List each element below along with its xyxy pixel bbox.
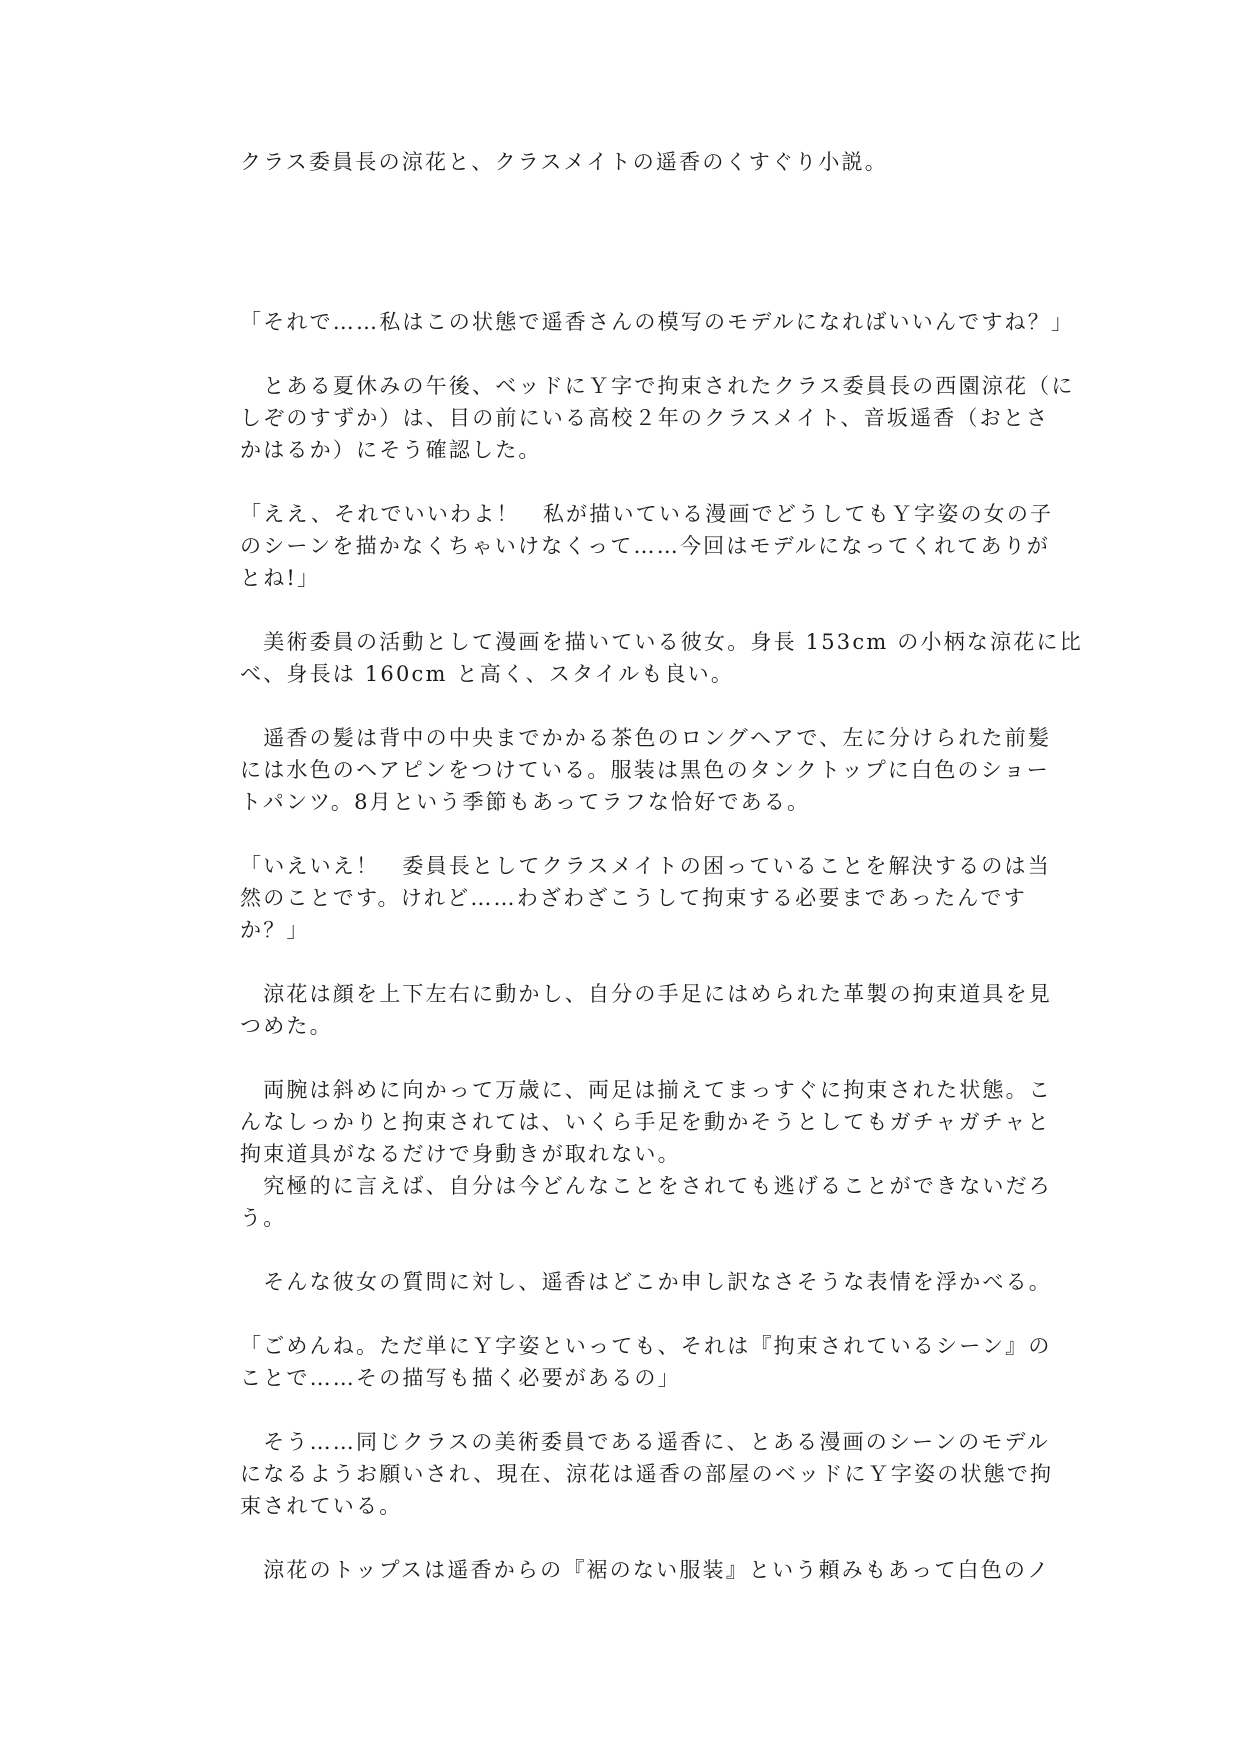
text-line: しぞのすずか）は、目の前にいる高校２年のクラスメイト、音坂遥香（おとさ [240, 406, 1050, 430]
text-line: かはるか）にそう確認した。 [240, 438, 542, 462]
text-line: 究極的に言えば、自分は今どんなことをされても逃げることができないだろ [240, 1174, 1052, 1198]
paragraph [240, 1074, 1052, 1234]
paragraph [240, 1330, 1052, 1394]
text-line: そう……同じクラスの美術委員である遥香に、とある漫画のシーンのモデル [240, 1430, 1050, 1454]
text-line: ことで……その描写も描く必要があるの」 [240, 1366, 681, 1390]
text-line: べ、身長は 160cm と高く、スタイルも良い。 [240, 662, 735, 686]
paragraph-spacer [240, 1522, 1008, 1554]
paragraph [240, 1266, 1052, 1298]
paragraph-spacer [240, 1042, 1008, 1074]
paragraph-spacer [240, 818, 1008, 850]
paragraph [240, 626, 1083, 690]
paragraph [240, 306, 1075, 338]
text-line: 然のことです。けれど……わざわざこうして拘束する必要まであったんです [240, 886, 1027, 910]
paragraph [240, 722, 1052, 818]
paragraph-spacer [240, 1298, 1008, 1330]
paragraph-spacer [240, 178, 1008, 306]
text-line: 「いえいえ！ 委員長としてクラスメイトの困っていることを解決するのは当 [240, 854, 1051, 878]
paragraph-spacer [240, 466, 1008, 498]
text-line: トパンツ。8月という季節もあってラフな恰好である。 [240, 790, 811, 814]
paragraph [240, 978, 1052, 1042]
paragraph-spacer [240, 338, 1008, 370]
intro-line [240, 146, 1008, 178]
paragraph [240, 1426, 1054, 1522]
paragraph [240, 1554, 1051, 1586]
text-line: クラス委員長の涼花と、クラスメイトの遥香のくすぐり小説。 [240, 150, 888, 174]
text-line: 涼花は顔を上下左右に動かし、自分の手足にはめられた革製の拘束道具を見 [240, 982, 1052, 1006]
text-line: 両腕は斜めに向かって万歳に、両足は揃えてまっすぐに拘束された状態。こ [240, 1078, 1052, 1102]
paragraph-spacer [240, 594, 1008, 626]
body-text [240, 146, 1083, 1586]
text-line: 涼花のトップスは遥香からの『裾のない服装』という頼みもあって白色のノ [240, 1558, 1051, 1582]
text-line: つめた。 [240, 1014, 333, 1038]
text-line: 美術委員の活動として漫画を描いている彼女。身長 153cm の小柄な涼花に比 [240, 630, 1083, 654]
text-line: んなしっかりと拘束されては、いくら手足を動かそうとしてもガチャガチャと [240, 1110, 1051, 1134]
paragraph-spacer [240, 690, 1008, 722]
paragraph [240, 850, 1051, 946]
text-line: になるようお願いされ、現在、涼花は遥香の部屋のベッドにＹ字姿の状態で拘 [240, 1462, 1054, 1486]
paragraph-spacer [240, 1394, 1008, 1426]
paragraph-spacer [240, 946, 1008, 978]
paragraph [240, 498, 1054, 594]
text-line: 「それで……私はこの状態で遥香さんの模写のモデルになればいいんですね？」 [240, 310, 1075, 334]
text-line: か？」 [240, 918, 310, 942]
text-line: には水色のヘアピンをつけている。服装は黒色のタンクトップに白色のショー [240, 758, 1050, 782]
paragraph [240, 370, 1075, 466]
text-line: 拘束道具がなるだけで身動きが取れない。 [240, 1142, 681, 1166]
text-line: 束されている。 [240, 1494, 403, 1518]
text-line: そんな彼女の質問に対し、遥香はどこか申し訳なさそうな表情を浮かべる。 [240, 1270, 1052, 1294]
text-line: う。 [240, 1206, 287, 1230]
text-line: とある夏休みの午後、ベッドにＹ字で拘束されたクラス委員長の西園涼花（に [240, 374, 1075, 398]
text-line: 「ごめんね。ただ単にＹ字姿といっても、それは『拘束されているシーン』の [240, 1334, 1052, 1358]
text-line: のシーンを描かなくちゃいけなくって……今回はモデルになってくれてありが [240, 534, 1051, 558]
text-line: 「ええ、それでいいわよ！ 私が描いている漫画でどうしてもＹ字姿の女の子 [240, 502, 1054, 526]
text-line: 遥香の髪は背中の中央までかかる茶色のロングヘアで、左に分けられた前髪 [240, 726, 1052, 750]
text-line: とね!」 [240, 566, 321, 590]
paragraph-spacer [240, 1234, 1008, 1266]
